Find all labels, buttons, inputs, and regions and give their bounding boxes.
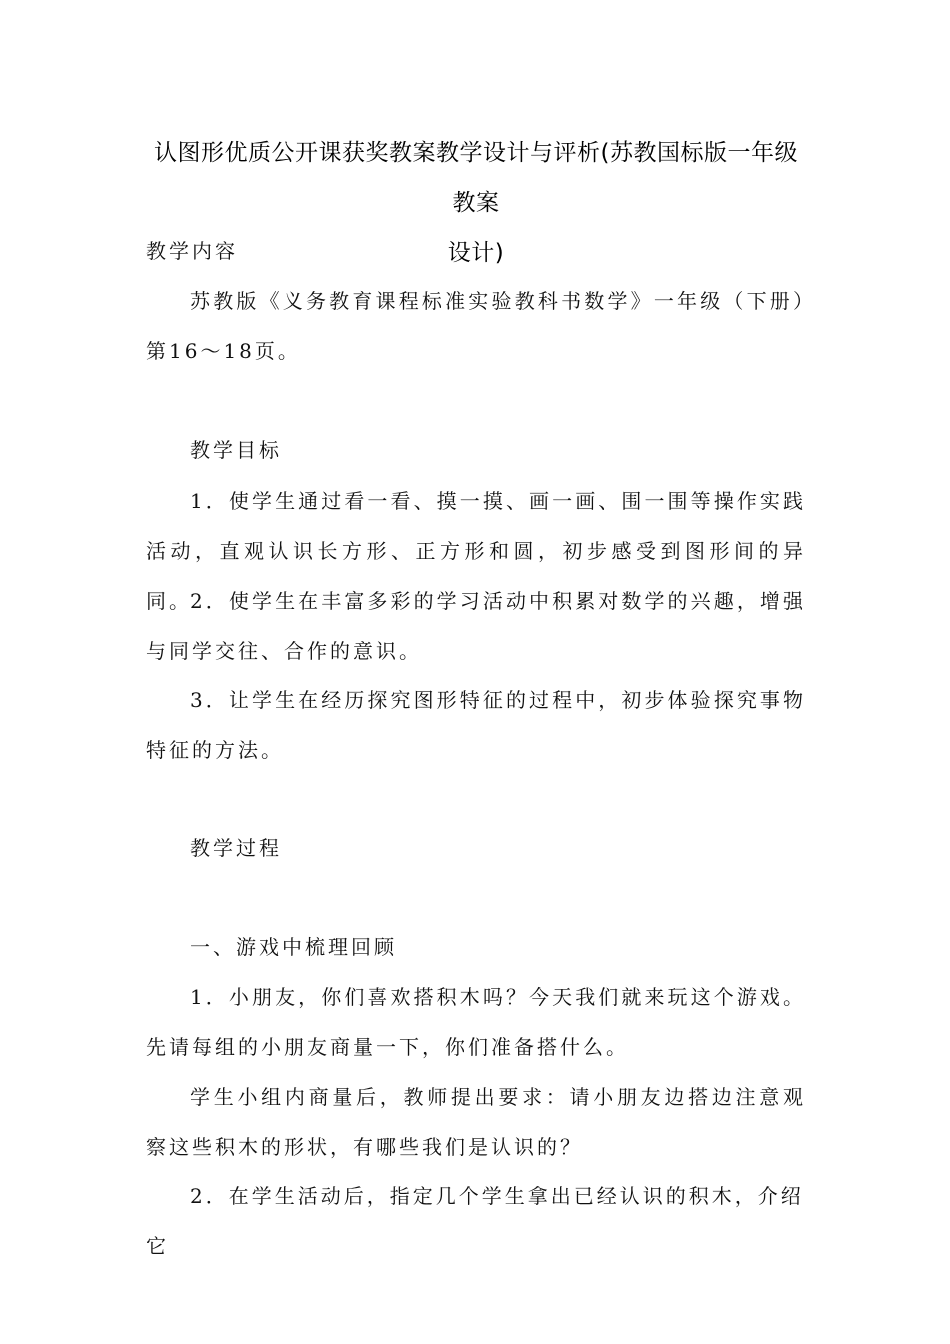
section-heading-content: 教学内容 — [146, 239, 238, 263]
goal-item-3: 3．让学生在经历探究图形特征的过程中，初步体验探究事物特征的方法。 — [146, 688, 806, 762]
part1-paragraph-2: 学生小组内商量后，教师提出要求：请小朋友边搭边注意观察这些积木的形状，有哪些我们是认识的？ — [146, 1085, 806, 1159]
part1-paragraph-3: 2．在学生活动后，指定几个学生拿出已经认识的积木，介绍它 — [146, 1184, 804, 1258]
content-paragraph: 苏教版《义务教育课程标准实验教科书数学》一年级（下册）第16～18页。 — [146, 289, 806, 363]
section-heading-goals: 教学目标 — [190, 438, 282, 462]
section-heading-process: 教学过程 — [190, 836, 282, 860]
title-line-2: 设计) — [447, 240, 505, 266]
goal-item-1: 1．使学生通过看一看、摸一摸、画一画、围一围等操作实践活动，直观认识长方形、正方形和圆，初步感受到图形间的异同。 — [146, 489, 806, 613]
part1-paragraph-1: 1．小朋友，你们喜欢搭积木吗？今天我们就来玩这个游戏。先请每组的小朋友商量一下，你们准备搭什么。 — [146, 985, 806, 1059]
goal-item-2: 2．使学生在丰富多彩的学习活动中积累对数学的兴趣，增强与同学交往、合作的意识。 — [146, 589, 806, 663]
part1-heading: 一、游戏中梳理回顾 — [190, 935, 397, 959]
title-line-1: 认图形优质公开课获奖教案教学设计与评析(苏教国标版一年级教案 — [154, 140, 798, 216]
